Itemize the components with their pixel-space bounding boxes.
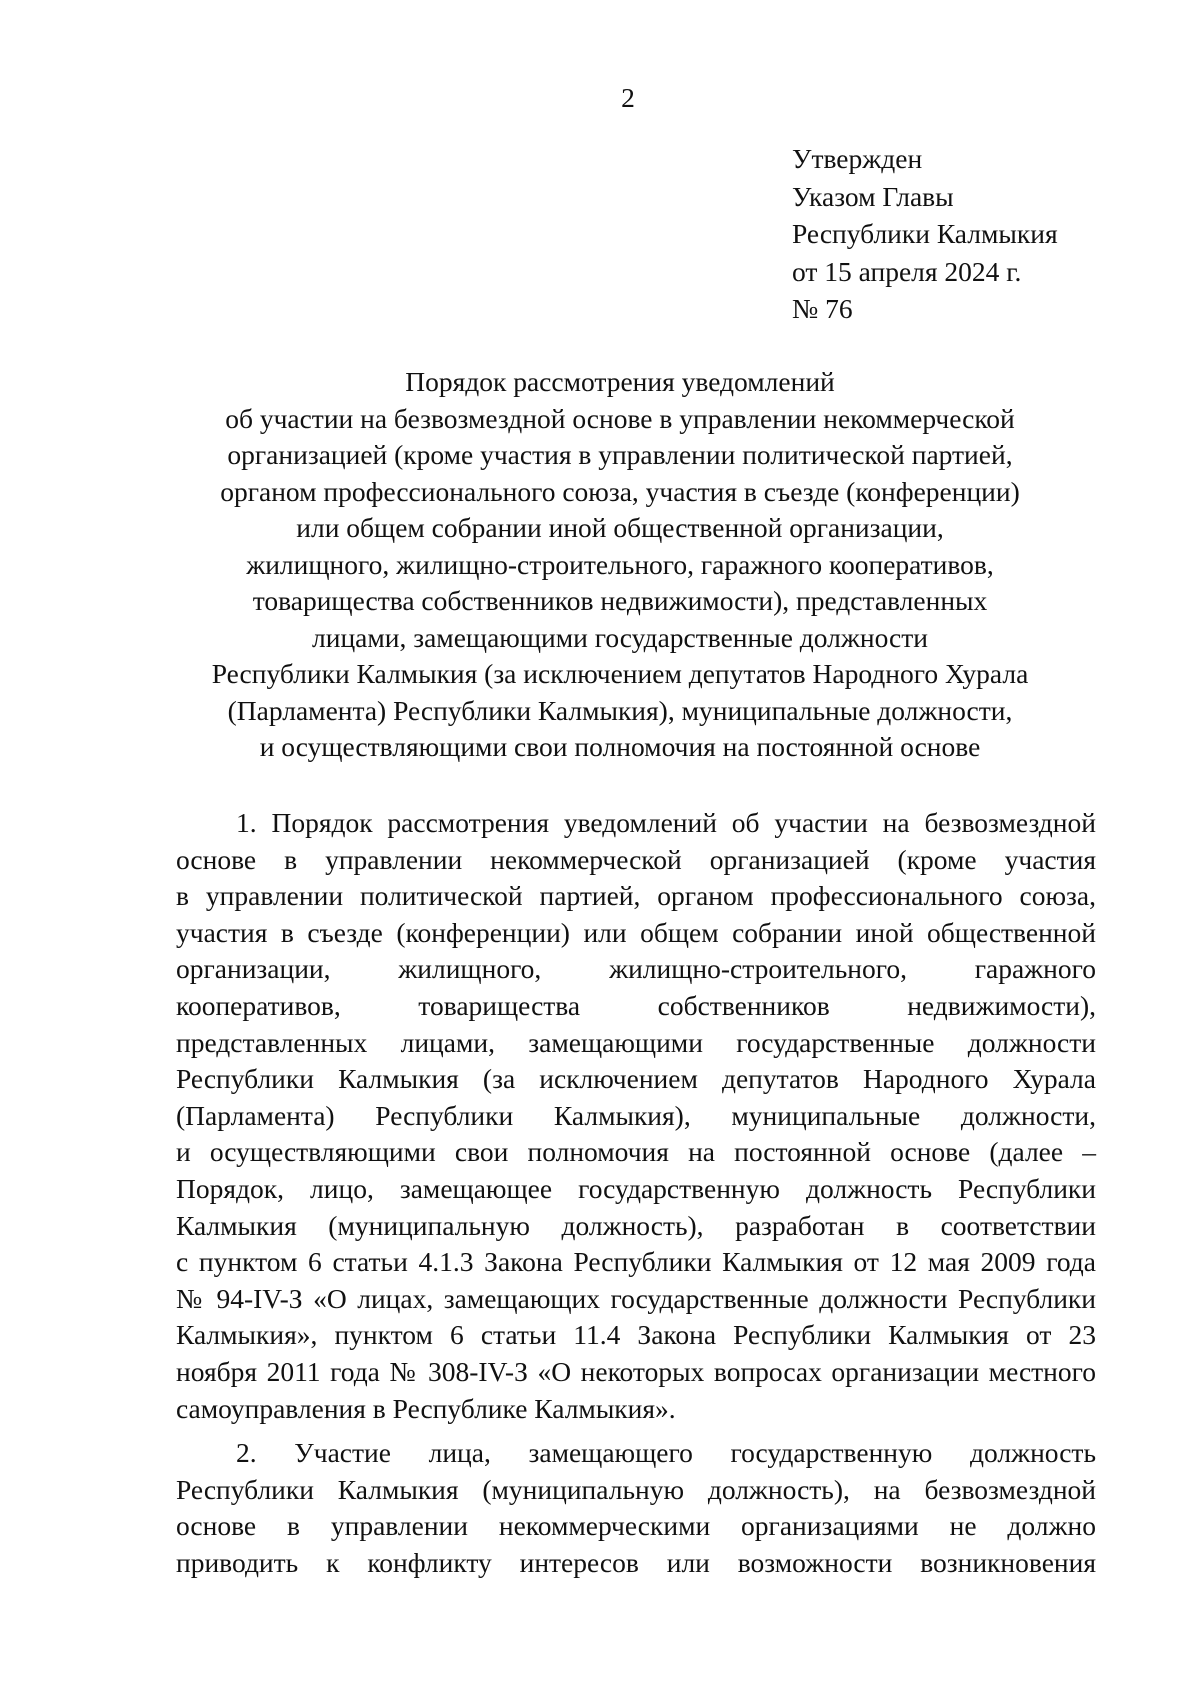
text-line: Калмыкия (муниципальную должность), разработан в соответствии	[176, 1209, 1096, 1241]
text-line: основе в управлении некоммерческими организациями не должно	[176, 1510, 1096, 1542]
text-line: № 94-IV-З «О лицах, замещающих государственные должности Республики	[176, 1282, 1096, 1314]
text-line: Республики Калмыкия (за исключением депутатов Народного Хурала	[176, 1063, 1096, 1095]
title-line: об участии на безвозмездной основе в управлении некоммерческой	[225, 402, 1015, 434]
text-line: представленных лицами, замещающими государственные должности	[176, 1026, 1096, 1058]
title-line: Республики Калмыкия (за исключением депутатов Народного Хурала	[211, 658, 1029, 689]
text-line: (Парламента) Республики Калмыкия), муниципальные должности,	[176, 1099, 1096, 1131]
text-line: самоуправления в Республике Калмыкия».	[176, 1392, 676, 1424]
title-line: и осуществляющими свои полномочия на постоянной основе	[259, 731, 981, 762]
approval-line: Указом Главы	[792, 180, 954, 212]
title-line: органом профессионального союза, участия в съезде (конференции)	[220, 475, 1020, 507]
text-line: организации, жилищного, жилищно-строительного, гаражного	[176, 953, 1096, 985]
text-line: приводить к конфликту интересов или возможности возникновения	[176, 1546, 1096, 1578]
text-line: участия в съезде (конференции) или общем собрании иной общественной	[176, 916, 1096, 948]
text-line: 2. Участие лица, замещающего государственную должность	[236, 1437, 1096, 1469]
text-line: Республики Калмыкия (муниципальную должность), на безвозмездной	[176, 1473, 1096, 1505]
text-line: Калмыкия», пунктом 6 статьи 11.4 Закона Республики Калмыкия от 23	[176, 1319, 1096, 1351]
text-line: Порядок, лицо, замещающее государственную должность Республики	[176, 1172, 1096, 1204]
document-title	[120, 364, 1120, 766]
text-line: с пунктом 6 статьи 4.1.3 Закона Республики Калмыкия от 12 мая 2009 года	[176, 1246, 1096, 1278]
paragraph-gap	[176, 1427, 1096, 1435]
title-line: жилищного, жилищно-строительного, гаражного кооперативов,	[246, 548, 994, 580]
approval-line: от 15 апреля 2024 г.	[792, 255, 1022, 287]
title-line: товарищества собственников недвижимости), представленных	[252, 585, 988, 616]
approval-line: Республики Калмыкия	[792, 218, 1058, 249]
paragraph-2	[176, 1435, 1096, 1581]
text-line: кооперативов, товарищества собственников недвижимости),	[176, 989, 1096, 1021]
title-line: лицами, замещающими государственные должности	[312, 621, 928, 653]
title-line: или общем собрании иной общественной организации,	[296, 512, 944, 543]
paragraph-1	[176, 805, 1096, 1427]
text-line: основе в управлении некоммерческой организацией (кроме участия	[176, 843, 1096, 875]
text-line: 1. Порядок рассмотрения уведомлений об участии на безвозмездной	[236, 807, 1096, 838]
approval-line: Утвержден	[792, 143, 923, 174]
approval-line: № 76	[792, 293, 853, 324]
title-line: (Парламента) Республики Калмыкия), муниципальные должности,	[227, 694, 1013, 726]
document-body	[176, 805, 1096, 1581]
page-number: 2	[621, 82, 635, 113]
title-line: Порядок рассмотрения уведомлений	[405, 366, 835, 397]
text-line: в управлении политической партией, органом профессионального союза,	[176, 880, 1096, 912]
approval-block	[792, 140, 1058, 328]
title-line: организацией (кроме участия в управлении политической партией,	[227, 439, 1013, 470]
text-line: и осуществляющими свои полномочия на постоянной основе (далее –	[176, 1136, 1096, 1168]
text-line: ноября 2011 года № 308-IV-З «О некоторых вопросах организации местного	[176, 1355, 1096, 1387]
